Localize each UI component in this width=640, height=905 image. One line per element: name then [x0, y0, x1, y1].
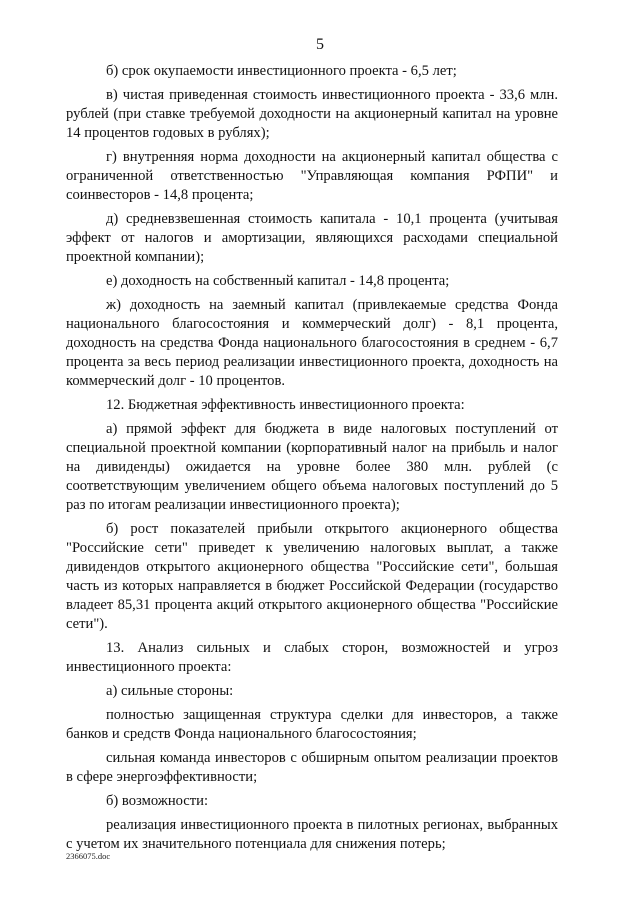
- page-number: 5: [316, 36, 324, 53]
- paragraph-return-on-debt: ж) доходность на заемный капитал (привлекаемые средства Фонда национального благосостояния и коммерческий долг) - 8,1 процента, доходность на средства Фонда национального благосостояния в среднем - 6,7 процента за весь период реализации инвестиционного проекта, доходность на коммерческий долг - 10 процентов.: [66, 297, 558, 389]
- paragraph-strength-deal-structure: полностью защищенная структура сделки для инвесторов, а также банков и средств Фонда национального благосостояния;: [66, 707, 558, 742]
- paragraph-wacc: д) средневзвешенная стоимость капитала - 10,1 процента (учитывая эффект от налогов и амортизации, являющихся расходами специальной проектной компании);: [66, 211, 558, 265]
- paragraph-section-12-heading: 12. Бюджетная эффективность инвестиционного проекта:: [106, 397, 465, 413]
- paragraph-opportunity-pilot-regions: реализация инвестиционного проекта в пилотных регионах, выбранных с учетом их значительного потенциала для снижения потерь;: [66, 817, 558, 852]
- paragraph-profit-growth: б) рост показателей прибыли открытого акционерного общества "Российские сети" приведет к увеличению налоговых выплат, а также дивидендов открытого акционерного общества "Российские сети", большая часть из которых направляется в бюджет Российской Федерации (государство владеет 85,31 процента акций открытого акционерного общества "Российские сети").: [66, 521, 558, 632]
- paragraph-internal-rate-of-return: г) внутренняя норма доходности на акционерный капитал общества с ограниченной ответственностью "Управляющая компания РФПИ" и соинвесторов - 14,8 процента;: [66, 149, 558, 203]
- paragraph-strength-investor-team: сильная команда инвесторов с обширным опытом реализации проектов в сфере энергоэффективности;: [66, 750, 558, 785]
- paragraph-return-on-equity: е) доходность на собственный капитал - 14,8 процента;: [106, 273, 450, 289]
- paragraph-section-13-heading: 13. Анализ сильных и слабых сторон, возможностей и угроз инвестиционного проекта:: [66, 640, 558, 675]
- document-body: [66, 62, 558, 859]
- paragraph-strengths-heading: а) сильные стороны:: [106, 683, 234, 699]
- paragraph-net-present-value: в) чистая приведенная стоимость инвестиционного проекта - 33,6 млн. рублей (при ставке требуемой доходности на акционерный капитал на уровне 14 процентов годовых в рублях);: [66, 87, 558, 141]
- paragraph-direct-budget-effect: а) прямой эффект для бюджета в виде налоговых поступлений от специальной проектной компании (корпоративный налог на прибыль и налог на дивиденды) ожидается на уровне более 380 млн. рублей (с соответствующим увеличением общего объема налоговых поступлений до 5 раз по итогам реализации инвестиционного проекта);: [66, 421, 558, 513]
- document-footer-filename: 2366075.doc: [66, 851, 111, 861]
- paragraph-opportunities-heading: б) возможности:: [106, 793, 209, 809]
- paragraph-payback-period: б) срок окупаемости инвестиционного проекта - 6,5 лет;: [106, 63, 457, 79]
